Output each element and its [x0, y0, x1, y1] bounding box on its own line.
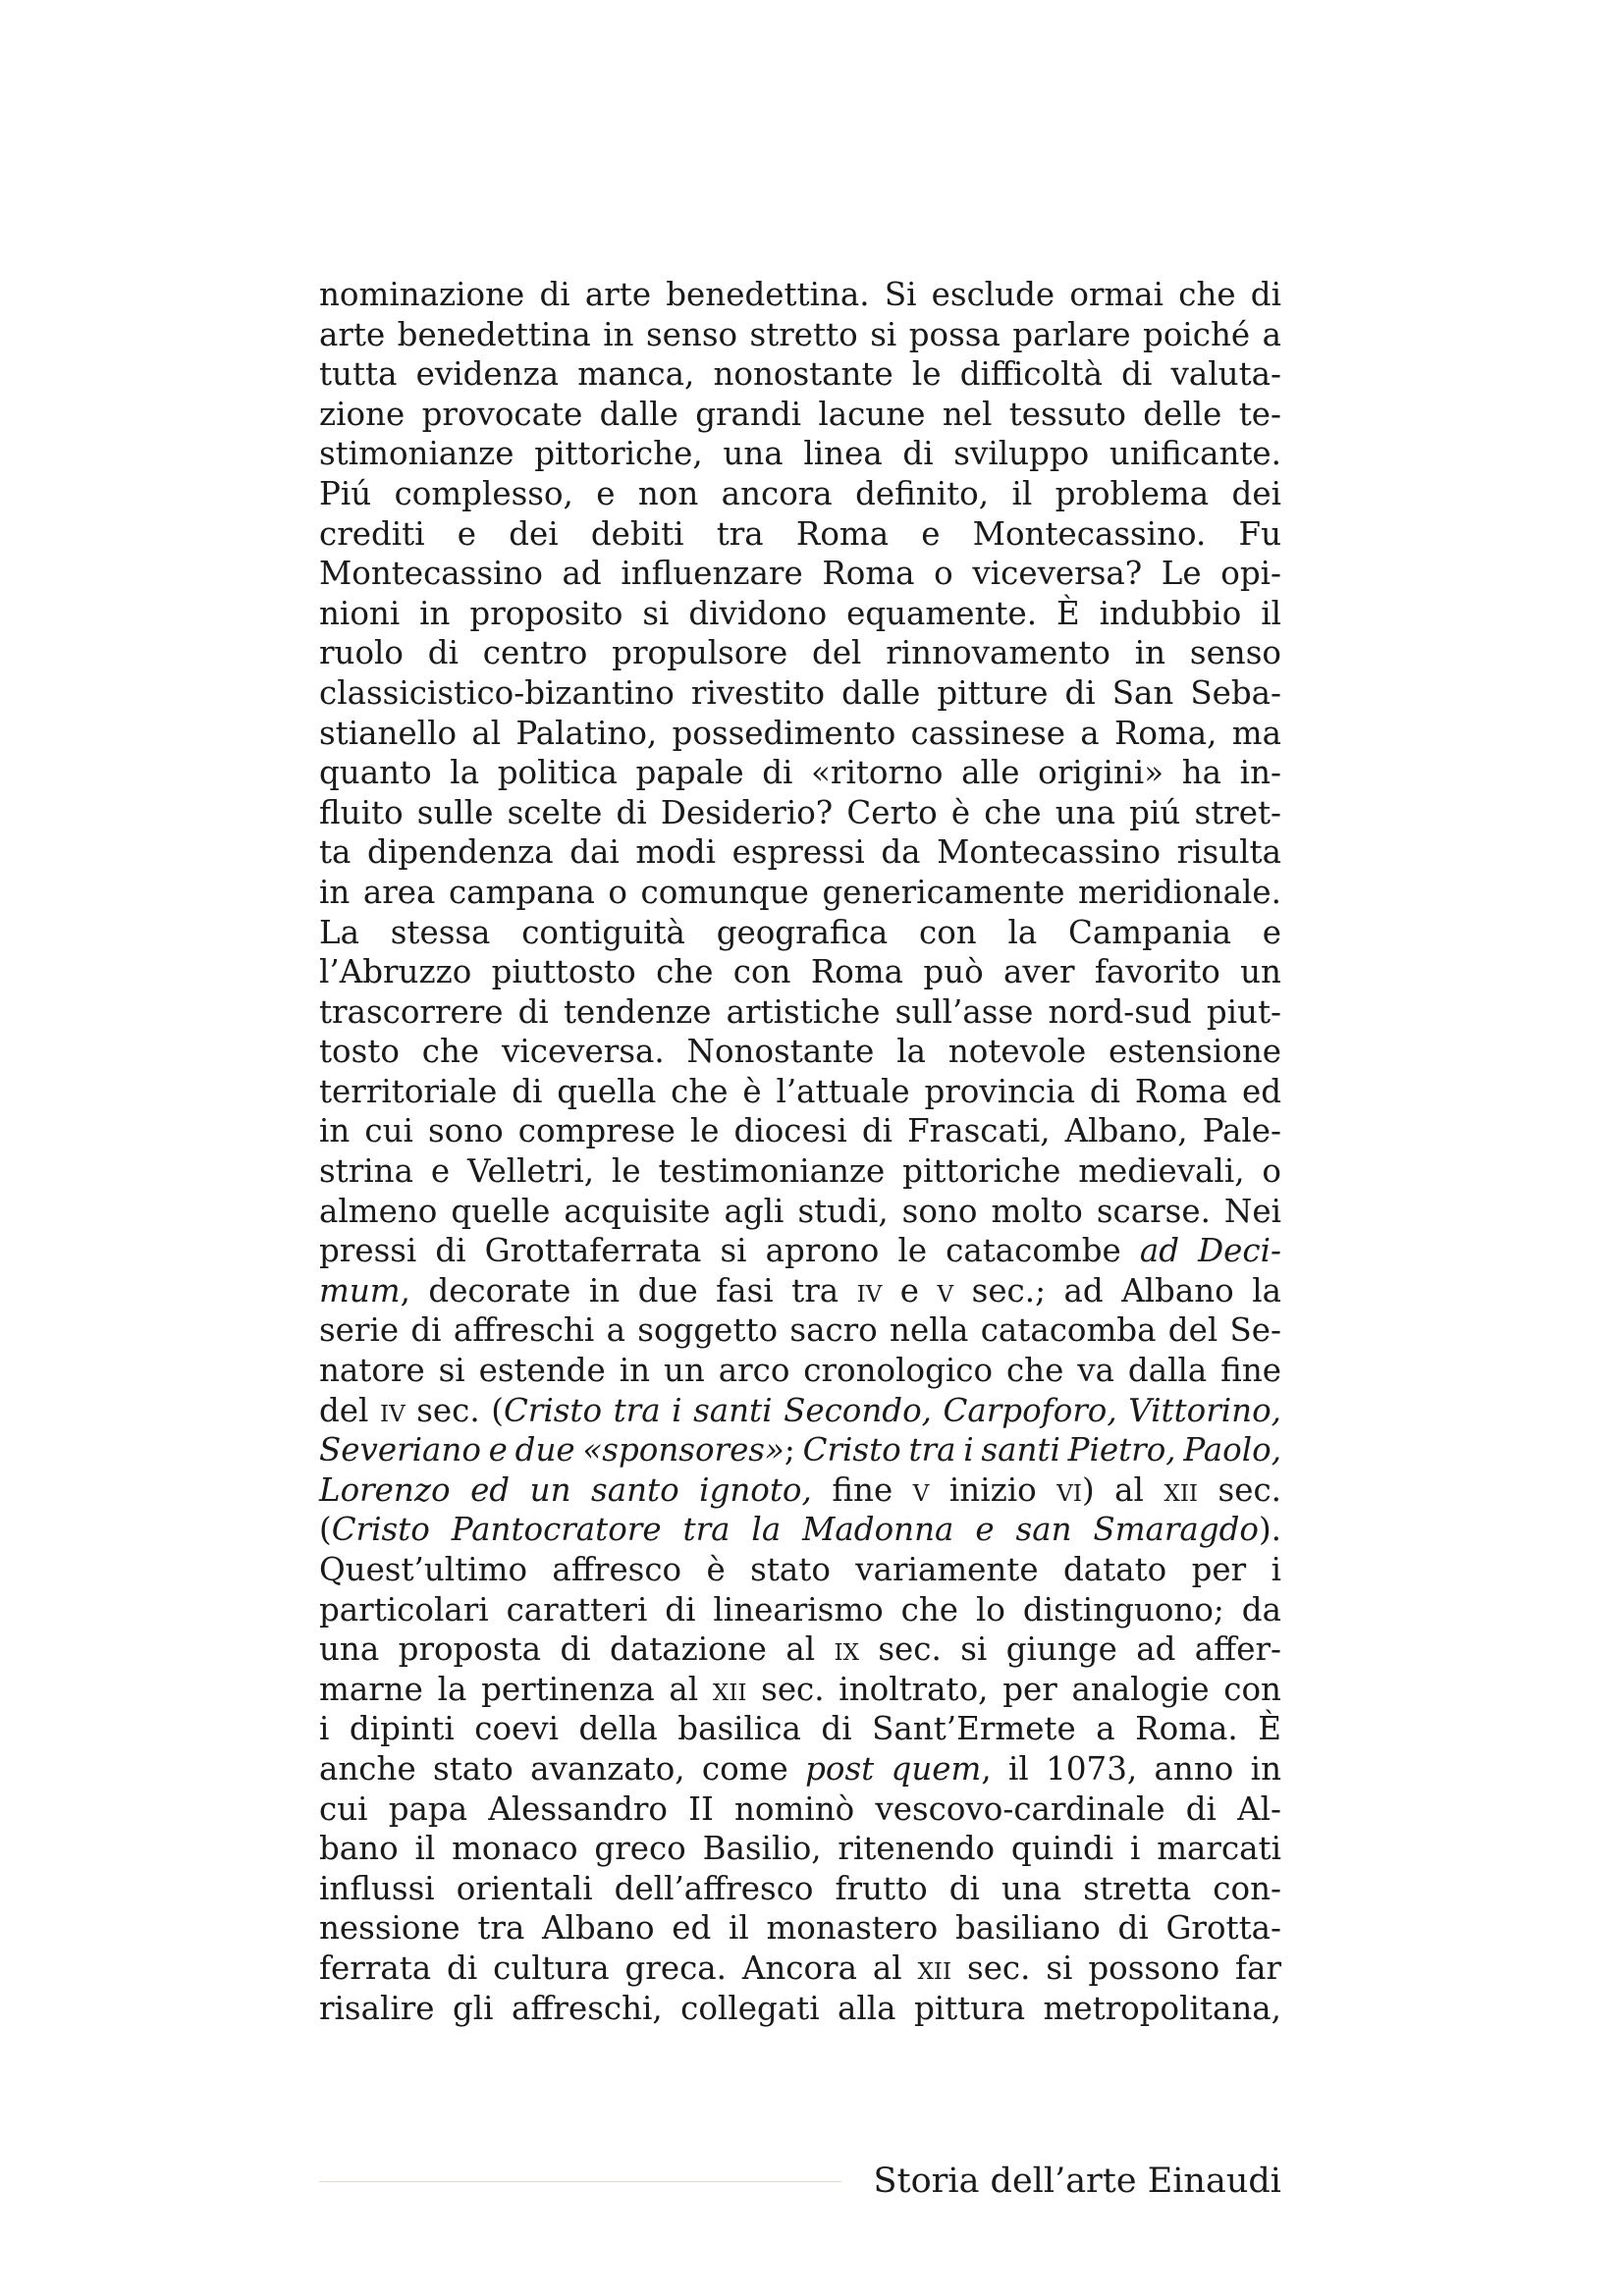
text-line: [319, 315, 1281, 355]
text-segment: influssi orientali dell’affresco frutto di una stretta con-: [319, 1869, 1281, 1907]
text-line: [319, 434, 1281, 474]
text-line: [319, 1231, 1281, 1271]
roman-numeral: iv: [856, 1271, 883, 1309]
text-line: [319, 1670, 1281, 1710]
text-segment: La stessa contiguità geografica con la Campania e: [319, 913, 1281, 951]
italic-text: Severiano e due «sponsores»: [319, 1431, 784, 1469]
text-line: [319, 992, 1281, 1033]
text-segment: l’Abruzzo piuttosto che con Roma può aver favorito un: [319, 953, 1281, 991]
text-segment: in cui sono comprese le diocesi di Frascati, Albano, Pale-: [319, 1112, 1281, 1150]
text-line: [319, 554, 1281, 594]
text-line: [319, 395, 1281, 435]
italic-text: Cristo Pantocratore tra la Madonna e san Smaragdo: [331, 1511, 1259, 1549]
text-line: [319, 952, 1281, 992]
text-line: [319, 1709, 1281, 1749]
text-line: [319, 1470, 1281, 1511]
roman-numeral: xii: [712, 1670, 747, 1708]
text-line: [319, 1869, 1281, 1909]
text-segment: crediti e dei debiti tra Roma e Montecassino. Fu: [319, 514, 1281, 553]
text-segment: ;: [784, 1431, 803, 1469]
footer-series-title: Storia dell’arte Einaudi: [873, 2162, 1281, 2201]
text-line: [319, 1351, 1281, 1391]
text-line: [319, 793, 1281, 833]
text-segment: tutta evidenza manca, nonostante le difficoltà di valuta-: [319, 355, 1281, 394]
text-line: [319, 594, 1281, 634]
text-segment: bano il monaco greco Basilio, ritenendo quindi i marcati: [319, 1830, 1281, 1868]
text-line: [319, 1310, 1281, 1351]
text-line: [319, 1629, 1281, 1670]
roman-numeral: iv: [380, 1391, 406, 1429]
text-segment: inizio: [929, 1470, 1057, 1509]
text-segment: strina e Velletri, le testimonianze pittoriche medievali, o: [319, 1152, 1281, 1191]
italic-text: post quem: [805, 1749, 982, 1788]
text-segment: Piú complesso, e non ancora definito, il problema dei: [319, 474, 1281, 512]
text-segment: sec. si possono far: [951, 1949, 1281, 1987]
text-segment: nominazione di arte benedettina. Si esclude ormai che di: [319, 276, 1281, 313]
text-line: [319, 873, 1281, 913]
text-segment: risalire gli affreschi, collegati alla pittura metropolitana,: [319, 1989, 1281, 2027]
text-segment: sec.: [1198, 1470, 1281, 1509]
text-segment: almeno quelle acquisite agli studi, sono molto scarse. Nei: [319, 1192, 1281, 1230]
text-segment: (: [319, 1511, 332, 1549]
text-line: [319, 1032, 1281, 1072]
text-segment: quanto la politica papale di «ritorno alle origini» ha in-: [319, 754, 1281, 792]
text-segment: serie di affreschi a soggetto sacro nella catacomba del Se-: [319, 1311, 1281, 1350]
text-line: [319, 1829, 1281, 1869]
text-segment: del: [319, 1391, 380, 1429]
text-line: [319, 1590, 1281, 1630]
text-segment: e: [882, 1271, 938, 1309]
text-line: [319, 1151, 1281, 1192]
text-segment: una proposta di datazione al: [319, 1630, 835, 1669]
text-line: [319, 354, 1281, 395]
text-segment: particolari caratteri di linearismo che lo distinguono; da: [319, 1590, 1281, 1629]
text-segment: natore si estende in un arco cronologico che va dalla fine: [319, 1352, 1281, 1390]
footer-rule: [319, 2181, 841, 2182]
text-line: [319, 1908, 1281, 1949]
text-line: [319, 753, 1281, 793]
text-segment: sec. (: [405, 1391, 504, 1429]
text-segment: nessione tra Albano ed il monastero basiliano di Grotta-: [319, 1909, 1281, 1948]
text-segment: fine: [811, 1470, 913, 1509]
text-line: [319, 673, 1281, 714]
text-segment: nioni in proposito si dividono equamente. È indubbio il: [319, 594, 1281, 632]
text-segment: Montecassino ad influenzare Roma o viceversa? Le opi-: [319, 555, 1281, 593]
text-segment: classicistico-bizantino rivestito dalle pitture di San Seba-: [319, 673, 1281, 712]
text-line: [319, 1391, 1281, 1431]
text-line: [319, 913, 1281, 953]
body-text: [319, 275, 1281, 2028]
italic-text: Cristo tra i santi Pietro, Paolo,: [802, 1431, 1282, 1469]
text-segment: territoriale di quella che è l’attuale provincia di Roma ed: [319, 1072, 1281, 1110]
text-segment: trascorrere di tendenze artistiche sull’asse nord-sud piut-: [319, 992, 1281, 1031]
text-line: [319, 1789, 1281, 1830]
text-segment: ).: [1258, 1511, 1281, 1549]
text-segment: sec.; ad Albano la: [953, 1271, 1281, 1309]
text-line: [319, 1989, 1281, 2029]
text-segment: Quest’ultimo affresco è stato variamente datato per i: [319, 1551, 1281, 1588]
text-segment: stimonianze pittoriche, una linea di sviluppo unificante.: [319, 435, 1281, 473]
text-segment: i dipinti coevi della basilica di Sant’Ermete a Roma. È: [319, 1710, 1281, 1748]
text-line: [319, 1271, 1281, 1311]
text-segment: zione provocate dalle grandi lacune nel tessuto delle te-: [319, 395, 1281, 433]
italic-text: mum: [319, 1271, 401, 1309]
text-segment: in area campana o comunque genericamente meridionale.: [319, 873, 1281, 911]
text-line: [319, 275, 1281, 315]
text-line: [319, 1510, 1281, 1550]
text-segment: marne la pertinenza al: [319, 1670, 713, 1708]
roman-numeral: v: [912, 1470, 930, 1509]
text-segment: fluito sulle scelte di Desiderio? Certo è che una piú stret-: [319, 793, 1281, 831]
roman-numeral: xii: [917, 1949, 952, 1987]
text-line: [319, 1111, 1281, 1151]
roman-numeral: xii: [1163, 1470, 1199, 1509]
text-segment: ferrata di cultura greca. Ancora al: [319, 1949, 918, 1987]
text-segment: sec. si giunge ad affer-: [858, 1630, 1282, 1669]
text-line: [319, 474, 1281, 514]
text-line: [319, 1072, 1281, 1112]
text-segment: pressi di Grottaferrata si aprono le catacombe: [319, 1232, 1140, 1270]
text-segment: sec. inoltrato, per analogie con: [746, 1670, 1281, 1708]
text-line: [319, 832, 1281, 873]
text-line: [319, 1949, 1281, 1989]
text-line: [319, 1430, 1281, 1470]
text-line: [319, 1550, 1281, 1590]
text-line: [319, 1749, 1281, 1789]
text-segment: ) al: [1081, 1470, 1164, 1509]
page-footer: [319, 2152, 1281, 2211]
text-line: [319, 514, 1281, 555]
text-line: [319, 1192, 1281, 1232]
text-segment: anche stato avanzato, come: [319, 1749, 806, 1788]
roman-numeral: ix: [834, 1630, 859, 1669]
text-line: [319, 714, 1281, 754]
text-segment: tosto che viceversa. Nonostante la notevole estensione: [319, 1033, 1281, 1071]
italic-text: ad Deci-: [1139, 1232, 1281, 1270]
italic-text: Lorenzo ed un santo ignoto,: [319, 1470, 812, 1509]
italic-text: Cristo tra i santi Secondo, Carpoforo, Vittorino,: [503, 1391, 1281, 1429]
text-segment: , decorate in due fasi tra: [400, 1271, 857, 1309]
roman-numeral: vi: [1056, 1470, 1082, 1509]
text-segment: ta dipendenza dai modi espressi da Montecassino risulta: [319, 833, 1281, 872]
roman-numeral: v: [937, 1271, 954, 1309]
text-segment: arte benedettina in senso stretto si possa parlare poiché a: [319, 315, 1281, 353]
text-segment: cui papa Alessandro II nominò vescovo-cardinale di Al-: [319, 1789, 1281, 1828]
text-segment: ruolo di centro propulsore del rinnovamento in senso: [319, 634, 1281, 672]
text-line: [319, 633, 1281, 673]
text-segment: , il 1073, anno in: [981, 1749, 1282, 1788]
text-segment: stianello al Palatino, possedimento cassinese a Roma, ma: [319, 714, 1281, 752]
